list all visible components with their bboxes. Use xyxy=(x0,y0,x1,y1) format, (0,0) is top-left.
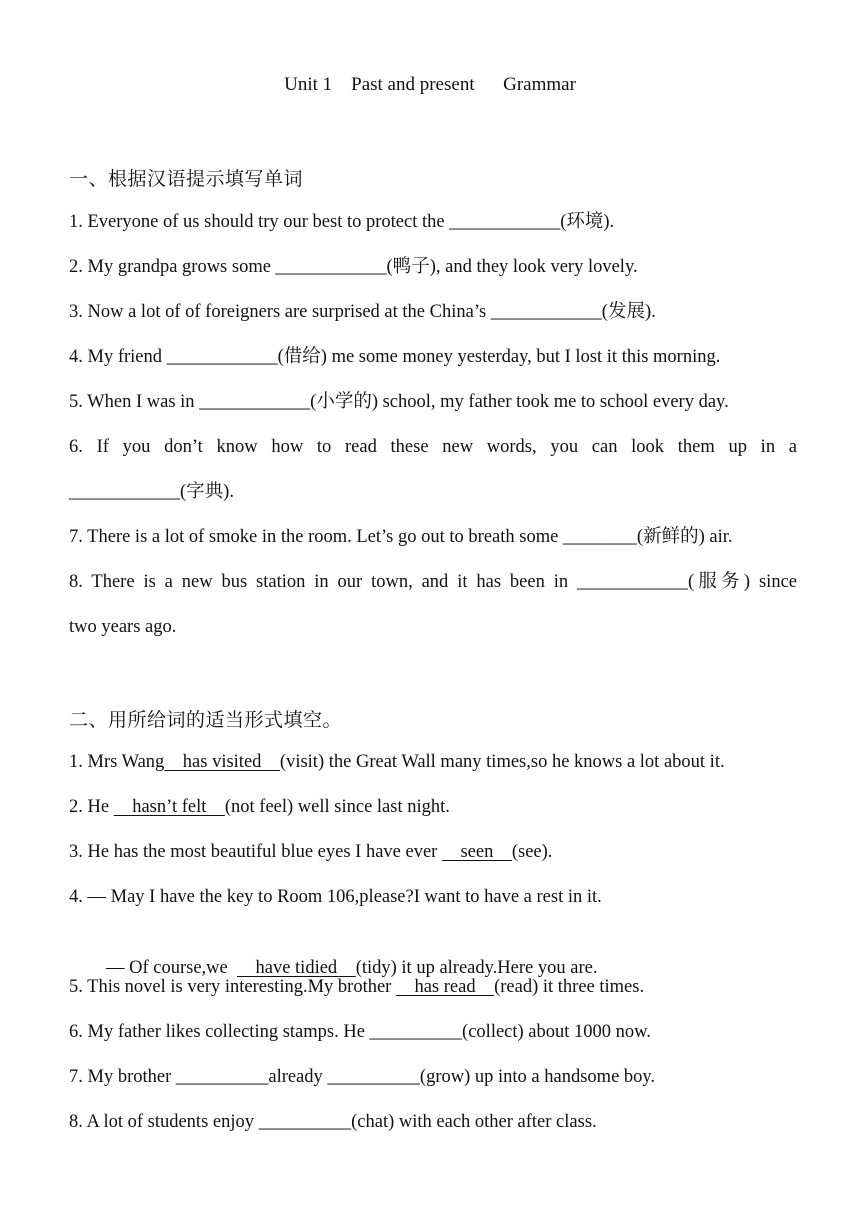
s1-item-3: 3. Now a lot of of foreigners are surprised at the China’s ____________(发展). xyxy=(69,302,656,322)
s2-item-2-suffix: (not feel) well since last night. xyxy=(224,797,450,817)
page-title: Unit 1 Past and present Grammar xyxy=(284,74,576,95)
s1-item-6-line2: ____________(字典). xyxy=(69,482,234,502)
s2-item-3-answer: seen xyxy=(441,842,512,862)
s1-item-2: 2. My grandpa grows some ____________(鸭子), and they look very lovely. xyxy=(69,257,638,277)
s2-item-1-prefix: 1. Mrs Wang xyxy=(69,752,165,772)
s1-item-4: 4. My friend ____________(借给) me some money yesterday, but I lost it this morning. xyxy=(69,347,721,367)
s2-item-4-suffix: (tidy) it up already.Here you are. xyxy=(355,958,598,978)
s2-item-4-answer: have tidied xyxy=(237,958,356,978)
s2-item-1-answer: has visited xyxy=(164,752,280,772)
s1-item-7: 7. There is a lot of smoke in the room. Let’s go out to breath some ________(新鲜的) air. xyxy=(69,527,733,547)
s2-item-5-prefix: 5. This novel is very interesting.My brother xyxy=(69,977,396,997)
s1-item-6-line1: 6. If you don’t know how to read these new words, you can look them up in a xyxy=(69,437,797,457)
s2-item-2-prefix: 2. He xyxy=(69,797,114,817)
s2-item-6: 6. My father likes collecting stamps. He __________(collect) about 1000 now. xyxy=(69,1022,651,1042)
s2-item-3-prefix: 3. He has the most beautiful blue eyes I have ever xyxy=(69,842,442,862)
s2-item-8: 8. A lot of students enjoy __________(chat) with each other after class. xyxy=(69,1112,597,1132)
s2-item-3-suffix: (see). xyxy=(511,842,553,862)
s1-item-8-line2: two years ago. xyxy=(69,617,177,637)
s2-item-2 xyxy=(69,794,797,820)
section2-heading: 二、用所给词的适当形式填空。 xyxy=(69,709,343,731)
s1-item-5: 5. When I was in ____________(小学的) school, my father took me to school every day. xyxy=(69,392,729,412)
s2-item-5-answer: has read xyxy=(395,977,495,997)
s2-item-5 xyxy=(69,974,797,1000)
section1-heading: 一、根据汉语提示填写单词 xyxy=(69,168,304,190)
s2-item-3 xyxy=(69,839,797,865)
s1-item-8-line1: 8. There is a new bus station in our town, and it has been in ____________(服务) since xyxy=(69,572,797,592)
s2-item-4-question: 4. — May I have the key to Room 106,please?I want to have a rest in it. xyxy=(69,887,602,907)
s1-item-1: 1. Everyone of us should try our best to protect the ____________(环境). xyxy=(69,212,615,232)
s2-item-7: 7. My brother __________already __________(grow) up into a handsome boy. xyxy=(69,1067,656,1087)
s2-item-2-answer: hasn’t felt xyxy=(113,797,225,817)
s2-item-5-suffix: (read) it three times. xyxy=(494,977,645,997)
s2-item-4-prefix: — Of course,we xyxy=(87,958,237,978)
s2-item-1 xyxy=(69,749,797,775)
s2-item-1-suffix: (visit) the Great Wall many times,so he knows a lot about it. xyxy=(279,752,725,772)
